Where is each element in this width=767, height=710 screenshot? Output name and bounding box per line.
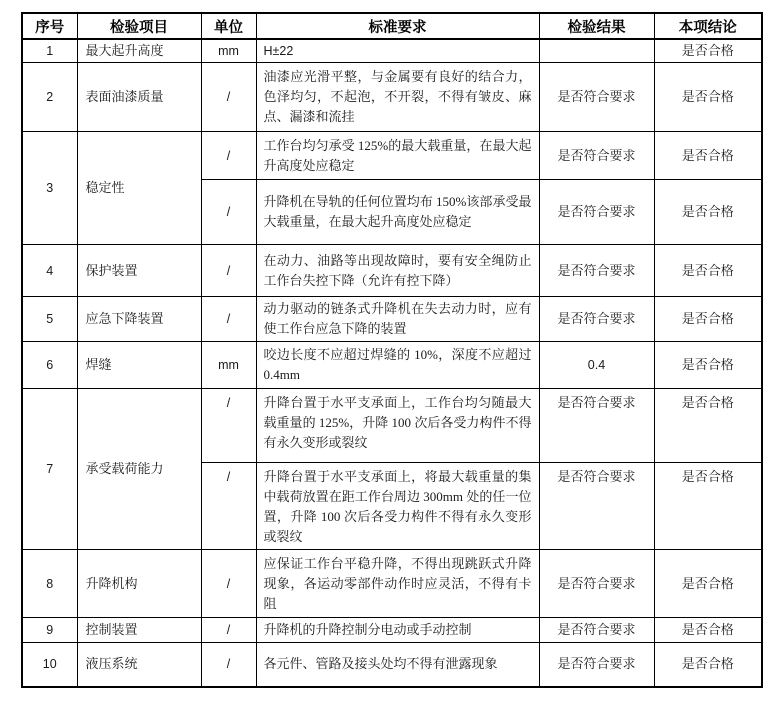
cell-item: 稳定性 <box>77 132 201 245</box>
table-row <box>22 618 762 643</box>
header-item: 检验项目 <box>77 13 201 39</box>
table-row <box>22 39 762 63</box>
header-unit: 单位 <box>201 13 256 39</box>
cell-serial: 6 <box>22 342 77 389</box>
cell-serial: 5 <box>22 297 77 342</box>
cell-requirement: 咬边长度不应超过焊缝的 10%，深度不应超过 0.4mm <box>256 342 539 389</box>
cell-unit: / <box>201 132 256 180</box>
cell-serial: 7 <box>22 389 77 550</box>
table-header-row <box>22 13 762 39</box>
table-row <box>22 643 762 687</box>
cell-result: 是否符合要求 <box>539 643 654 687</box>
cell-serial: 8 <box>22 550 77 618</box>
cell-serial: 10 <box>22 643 77 687</box>
cell-requirement: 升降台置于水平支承面上，将最大载重量的集中载荷放置在距工作台周边 300mm 处的任一位置，升降 100 次后各受力构件不得有永久变形或裂纹 <box>256 463 539 550</box>
cell-unit: / <box>201 618 256 643</box>
cell-result: 是否符合要求 <box>539 245 654 297</box>
cell-unit: mm <box>201 39 256 63</box>
cell-result: 是否符合要求 <box>539 618 654 643</box>
cell-unit: / <box>201 297 256 342</box>
cell-result: 是否符合要求 <box>539 63 654 132</box>
cell-item: 表面油漆质量 <box>77 63 201 132</box>
cell-result: 是否符合要求 <box>539 389 654 463</box>
cell-conclusion: 是否合格 <box>654 180 762 245</box>
cell-conclusion: 是否合格 <box>654 39 762 63</box>
cell-result: 是否符合要求 <box>539 180 654 245</box>
table-row <box>22 63 762 132</box>
cell-requirement: 升降台置于水平支承面上，工作台均匀随最大载重量的 125%，升降 100 次后各受力构件不得有永久变形或裂纹 <box>256 389 539 463</box>
cell-requirement: 应保证工作台平稳升降，不得出现跳跃式升降现象，各运动零部件动作时应灵活，不得有卡阻 <box>256 550 539 618</box>
table-row <box>22 245 762 297</box>
cell-item: 保护装置 <box>77 245 201 297</box>
cell-item: 承受载荷能力 <box>77 389 201 550</box>
cell-result: 是否符合要求 <box>539 132 654 180</box>
cell-unit: mm <box>201 342 256 389</box>
cell-item: 最大起升高度 <box>77 39 201 63</box>
cell-unit: / <box>201 180 256 245</box>
cell-unit: / <box>201 463 256 550</box>
cell-conclusion: 是否合格 <box>654 643 762 687</box>
cell-unit: / <box>201 245 256 297</box>
cell-conclusion: 是否合格 <box>654 342 762 389</box>
header-conclusion: 本项结论 <box>654 13 762 39</box>
cell-item: 升降机构 <box>77 550 201 618</box>
cell-conclusion: 是否合格 <box>654 550 762 618</box>
cell-requirement: 油漆应光滑平整，与金属要有良好的结合力，色泽均匀，不起泡，不开裂，不得有皱皮、麻点、漏漆和流挂 <box>256 63 539 132</box>
cell-requirement: 升降机在导轨的任何位置均布 150%该部承受最大载重量，在最大起升高度处应稳定 <box>256 180 539 245</box>
cell-result: 是否符合要求 <box>539 463 654 550</box>
cell-requirement: H±22 <box>256 39 539 63</box>
cell-requirement: 升降机的升降控制分电动或手动控制 <box>256 618 539 643</box>
cell-conclusion: 是否合格 <box>654 63 762 132</box>
table-row <box>22 550 762 618</box>
cell-serial: 9 <box>22 618 77 643</box>
cell-item: 控制装置 <box>77 618 201 643</box>
table-row <box>22 297 762 342</box>
cell-serial: 3 <box>22 132 77 245</box>
cell-result: 是否符合要求 <box>539 550 654 618</box>
cell-unit: / <box>201 389 256 463</box>
cell-serial: 4 <box>22 245 77 297</box>
cell-item: 应急下降装置 <box>77 297 201 342</box>
table-row <box>22 132 762 180</box>
cell-requirement: 各元件、管路及接头处均不得有泄露现象 <box>256 643 539 687</box>
cell-unit: / <box>201 643 256 687</box>
table-row <box>22 342 762 389</box>
cell-conclusion: 是否合格 <box>654 463 762 550</box>
cell-conclusion: 是否合格 <box>654 245 762 297</box>
header-result: 检验结果 <box>539 13 654 39</box>
cell-unit: / <box>201 550 256 618</box>
header-requirement: 标准要求 <box>256 13 539 39</box>
cell-requirement: 动力驱动的链条式升降机在失去动力时，应有使工作台应急下降的装置 <box>256 297 539 342</box>
cell-item: 焊缝 <box>77 342 201 389</box>
cell-conclusion: 是否合格 <box>654 132 762 180</box>
cell-unit: / <box>201 63 256 132</box>
cell-requirement: 在动力、油路等出现故障时，要有安全绳防止工作台失控下降（允许有控下降） <box>256 245 539 297</box>
cell-requirement: 工作台均匀承受 125%的最大载重量，在最大起升高度处应稳定 <box>256 132 539 180</box>
cell-item: 液压系统 <box>77 643 201 687</box>
cell-result: 0.4 <box>539 342 654 389</box>
cell-serial: 2 <box>22 63 77 132</box>
cell-conclusion: 是否合格 <box>654 618 762 643</box>
inspection-table <box>21 12 763 688</box>
header-serial: 序号 <box>22 13 77 39</box>
cell-result <box>539 39 654 63</box>
cell-result: 是否符合要求 <box>539 297 654 342</box>
cell-conclusion: 是否合格 <box>654 389 762 463</box>
cell-serial: 1 <box>22 39 77 63</box>
cell-conclusion: 是否合格 <box>654 297 762 342</box>
table-row <box>22 389 762 463</box>
